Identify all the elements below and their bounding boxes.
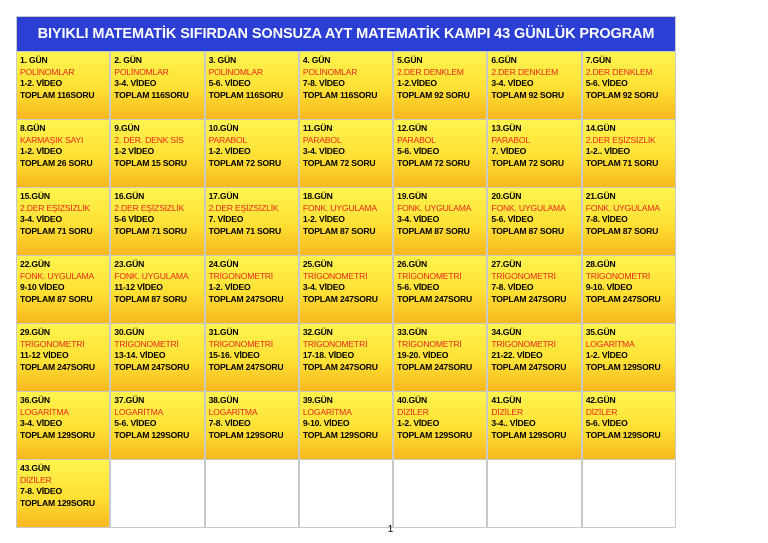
video-label: 3-4. VİDEO bbox=[302, 282, 345, 292]
topic-label: KARMAŞIK SAYI bbox=[20, 134, 84, 145]
total-label: TOPLAM 129SORU bbox=[397, 429, 473, 440]
topic-label: FONK. UYGULAMA bbox=[114, 270, 189, 281]
day-cell bbox=[393, 120, 487, 188]
total-label: TOPLAM 92 SORU bbox=[397, 89, 470, 100]
day-cell bbox=[299, 324, 393, 392]
day-cell bbox=[110, 52, 204, 120]
day-cell bbox=[205, 120, 299, 188]
total-label: TOPLAM 247SORU bbox=[208, 293, 284, 304]
video-label: 1-2. VİDEO bbox=[20, 78, 62, 88]
day-cell bbox=[205, 324, 299, 392]
video-label: 3-4. VİDEO bbox=[20, 418, 62, 428]
video-label: 1-2. VİDEO bbox=[208, 146, 251, 156]
video-label: 11-12 VİDEO bbox=[20, 350, 69, 360]
video-label: 3-4. VİDEO bbox=[114, 78, 157, 88]
total-label: TOPLAM 116SORU bbox=[114, 89, 189, 100]
day-label: 13.GÜN bbox=[491, 123, 522, 133]
day-label: 3. GÜN bbox=[208, 55, 237, 65]
topic-label: TRİGONOMETRİ bbox=[302, 270, 368, 281]
topic-label: FONK. UYGULAMA bbox=[491, 202, 566, 213]
day-cell bbox=[16, 460, 110, 528]
day-label: 42.GÜN bbox=[585, 395, 616, 405]
total-label: TOPLAM 129SORU bbox=[208, 429, 284, 440]
total-label: TOPLAM 129SORU bbox=[585, 429, 661, 440]
topic-label: TRİGONOMETRİ bbox=[397, 270, 462, 281]
total-label: TOPLAM 247SORU bbox=[114, 361, 190, 372]
video-label: 19-20. VİDEO bbox=[397, 350, 449, 360]
day-cell bbox=[110, 256, 204, 324]
program-title: BIYIKLI MATEMATİK SIFIRDAN SONSUZA AYT MATEMATİK KAMPI 43 GÜNLÜK PROGRAM bbox=[16, 16, 676, 52]
day-cell bbox=[16, 120, 110, 188]
total-label: TOPLAM 129SORU bbox=[20, 497, 95, 508]
day-label: 35.GÜN bbox=[585, 327, 616, 337]
day-cell bbox=[16, 392, 110, 460]
empty-cell bbox=[393, 460, 487, 528]
day-label: 31.GÜN bbox=[208, 327, 239, 337]
day-label: 20.GÜN bbox=[491, 191, 522, 201]
video-label: 7. VİDEO bbox=[208, 214, 244, 224]
video-label: 21-22. VİDEO bbox=[491, 350, 543, 360]
day-label: 25.GÜN bbox=[302, 259, 333, 269]
day-cell bbox=[299, 52, 393, 120]
day-cell bbox=[487, 52, 581, 120]
total-label: TOPLAM 87 SORU bbox=[114, 293, 187, 304]
program-table bbox=[16, 16, 676, 528]
day-label: 41.GÜN bbox=[491, 395, 522, 405]
total-label: TOPLAM 247SORU bbox=[302, 361, 378, 372]
topic-label: FONK. UYGULAMA bbox=[20, 270, 95, 281]
day-label: 28.GÜN bbox=[585, 259, 616, 269]
topic-label: DİZİLER bbox=[491, 406, 523, 417]
day-label: 1. GÜN bbox=[20, 55, 48, 65]
topic-label: DİZİLER bbox=[20, 474, 52, 485]
topic-label: POLİNOMLAR bbox=[302, 66, 358, 77]
day-cell bbox=[487, 324, 581, 392]
program-grid bbox=[16, 52, 676, 528]
video-label: 5-6. VİDEO bbox=[585, 418, 628, 428]
day-cell bbox=[110, 392, 204, 460]
day-cell bbox=[299, 392, 393, 460]
video-label: 1-2. VİDEO bbox=[208, 282, 251, 292]
day-label: 17.GÜN bbox=[208, 191, 239, 201]
video-label: 3-4. VİDEO bbox=[302, 146, 345, 156]
total-label: TOPLAM 92 SORU bbox=[491, 89, 564, 100]
day-label: 33.GÜN bbox=[397, 327, 427, 337]
topic-label: TRİGONOMETRİ bbox=[114, 338, 179, 349]
total-label: TOPLAM 129SORU bbox=[585, 361, 661, 372]
day-cell bbox=[299, 188, 393, 256]
day-label: 19.GÜN bbox=[397, 191, 427, 201]
video-label: 7-8. VİDEO bbox=[585, 214, 628, 224]
day-cell bbox=[393, 188, 487, 256]
total-label: TOPLAM 87 SORU bbox=[397, 225, 470, 236]
day-label: 11.GÜN bbox=[302, 123, 333, 133]
topic-label: PARABOL bbox=[208, 134, 248, 145]
topic-label: FONK. UYGULAMA bbox=[397, 202, 472, 213]
video-label: 3-4. VİDEO bbox=[20, 214, 62, 224]
day-cell bbox=[205, 52, 299, 120]
total-label: TOPLAM 71 SORU bbox=[20, 225, 93, 236]
page-number: 1 bbox=[387, 524, 394, 535]
video-label: 9-10. VİDEO bbox=[585, 282, 633, 292]
video-label: 15-16. VİDEO bbox=[208, 350, 260, 360]
day-label: 7.GÜN bbox=[585, 55, 611, 65]
total-label: TOPLAM 87 SORU bbox=[585, 225, 659, 236]
day-cell bbox=[393, 324, 487, 392]
topic-label: 2.DER EŞİZSİZLİK bbox=[585, 134, 656, 145]
day-label: 40.GÜN bbox=[397, 395, 427, 405]
day-cell bbox=[487, 188, 581, 256]
day-cell bbox=[487, 392, 581, 460]
total-label: TOPLAM 71 SORU bbox=[585, 157, 659, 168]
total-label: TOPLAM 72 SORU bbox=[491, 157, 564, 168]
total-label: TOPLAM 116SORU bbox=[208, 89, 283, 100]
video-label: 7-8. VİDEO bbox=[20, 486, 62, 496]
day-cell bbox=[582, 392, 676, 460]
day-label: 6.GÜN bbox=[491, 55, 517, 65]
video-label: 1-2. VİDEO bbox=[302, 214, 345, 224]
day-cell bbox=[393, 52, 487, 120]
day-cell bbox=[110, 120, 204, 188]
total-label: TOPLAM 129SORU bbox=[114, 429, 190, 440]
day-label: 12.GÜN bbox=[397, 123, 427, 133]
video-label: 1-2. VİDEO bbox=[20, 146, 62, 156]
topic-label: TRİGONOMETRİ bbox=[302, 338, 368, 349]
total-label: TOPLAM 129SORU bbox=[302, 429, 378, 440]
video-label: 7. VİDEO bbox=[491, 146, 527, 156]
total-label: TOPLAM 71 SORU bbox=[208, 225, 282, 236]
video-label: 9-10 VİDEO bbox=[20, 282, 65, 292]
video-label: 3-4. VİDEO bbox=[397, 214, 440, 224]
topic-label: LOGARİTMA bbox=[302, 406, 352, 417]
day-label: 18.GÜN bbox=[302, 191, 333, 201]
total-label: TOPLAM 72 SORU bbox=[302, 157, 376, 168]
day-label: 43.GÜN bbox=[20, 463, 50, 473]
video-label: 1-2.. VİDEO bbox=[585, 146, 630, 156]
day-label: 23.GÜN bbox=[114, 259, 145, 269]
day-label: 38.GÜN bbox=[208, 395, 239, 405]
total-label: TOPLAM 247SORU bbox=[397, 361, 473, 372]
total-label: TOPLAM 71 SORU bbox=[114, 225, 187, 236]
day-cell bbox=[16, 188, 110, 256]
topic-label: LOGARİTMA bbox=[208, 406, 258, 417]
day-label: 22.GÜN bbox=[20, 259, 50, 269]
day-cell bbox=[393, 392, 487, 460]
total-label: TOPLAM 72 SORU bbox=[397, 157, 470, 168]
topic-label: TRİGONOMETRİ bbox=[491, 270, 556, 281]
empty-cell bbox=[582, 460, 676, 528]
day-cell bbox=[582, 324, 676, 392]
day-cell bbox=[582, 120, 676, 188]
topic-label: LOGARİTMA bbox=[585, 338, 635, 349]
video-label: 5-6. VİDEO bbox=[114, 418, 157, 428]
total-label: TOPLAM 129SORU bbox=[20, 429, 95, 440]
video-label: 3-4.. VİDEO bbox=[491, 418, 536, 428]
total-label: TOPLAM 116SORU bbox=[20, 89, 95, 100]
topic-label: TRİGONOMETRİ bbox=[208, 338, 273, 349]
day-label: 34.GÜN bbox=[491, 327, 522, 337]
topic-label: TRİGONOMETRİ bbox=[585, 270, 651, 281]
video-label: 1-2. VİDEO bbox=[397, 418, 440, 428]
empty-cell bbox=[299, 460, 393, 528]
topic-label: POLİNOMLAR bbox=[114, 66, 169, 77]
topic-label: POLİNOMLAR bbox=[20, 66, 75, 77]
topic-label: LOGARİTMA bbox=[20, 406, 69, 417]
video-label: 5-6 VİDEO bbox=[114, 214, 155, 224]
topic-label: POLİNOMLAR bbox=[208, 66, 263, 77]
day-cell bbox=[16, 324, 110, 392]
total-label: TOPLAM 116SORU bbox=[302, 89, 378, 100]
total-label: TOPLAM 247SORU bbox=[302, 293, 378, 304]
day-label: 9.GÜN bbox=[114, 123, 140, 133]
topic-label: 2. DER. DENK SİS bbox=[114, 134, 184, 145]
video-label: 11-12 VİDEO bbox=[114, 282, 163, 292]
topic-label: 2.DER EŞİZSİZLİK bbox=[114, 202, 185, 213]
total-label: TOPLAM 26 SORU bbox=[20, 157, 93, 168]
day-label: 8.GÜN bbox=[20, 123, 46, 133]
topic-label: DİZİLER bbox=[585, 406, 618, 417]
video-label: 7-8. VİDEO bbox=[208, 418, 251, 428]
video-label: 7-8. VİDEO bbox=[302, 78, 345, 88]
topic-label: 2.DER DENKLEM bbox=[491, 66, 559, 77]
video-label: 1-2.VİDEO bbox=[397, 78, 437, 88]
topic-label: TRİGONOMETRİ bbox=[491, 338, 556, 349]
video-label: 9-10. VİDEO bbox=[302, 418, 350, 428]
day-cell bbox=[16, 52, 110, 120]
video-label: 5-6. VİDEO bbox=[208, 78, 251, 88]
day-label: 15.GÜN bbox=[20, 191, 50, 201]
day-cell bbox=[393, 256, 487, 324]
topic-label: PARABOL bbox=[397, 134, 436, 145]
day-cell bbox=[299, 120, 393, 188]
day-label: 16.GÜN bbox=[114, 191, 145, 201]
topic-label: TRİGONOMETRİ bbox=[20, 338, 85, 349]
day-cell bbox=[582, 256, 676, 324]
total-label: TOPLAM 87 SORU bbox=[302, 225, 376, 236]
day-cell bbox=[487, 256, 581, 324]
topic-label: TRİGONOMETRİ bbox=[208, 270, 273, 281]
topic-label: FONK. UYGULAMA bbox=[585, 202, 660, 213]
topic-label: LOGARİTMA bbox=[114, 406, 164, 417]
total-label: TOPLAM 247SORU bbox=[585, 293, 661, 304]
day-label: 32.GÜN bbox=[302, 327, 333, 337]
day-cell bbox=[582, 52, 676, 120]
topic-label: PARABOL bbox=[491, 134, 530, 145]
total-label: TOPLAM 247SORU bbox=[397, 293, 473, 304]
total-label: TOPLAM 247SORU bbox=[208, 361, 284, 372]
day-label: 36.GÜN bbox=[20, 395, 50, 405]
video-label: 5-6. VİDEO bbox=[397, 282, 440, 292]
video-label: 5-6. VİDEO bbox=[491, 214, 534, 224]
total-label: TOPLAM 129SORU bbox=[491, 429, 567, 440]
video-label: 1-2 VİDEO bbox=[114, 146, 155, 156]
day-cell bbox=[205, 256, 299, 324]
total-label: TOPLAM 247SORU bbox=[491, 293, 567, 304]
empty-cell bbox=[110, 460, 204, 528]
video-label: 17-18. VİDEO bbox=[302, 350, 354, 360]
video-label: 3-4. VİDEO bbox=[491, 78, 534, 88]
day-cell bbox=[582, 188, 676, 256]
topic-label: 2.DER EŞİZSİZLİK bbox=[20, 202, 90, 213]
day-label: 4. GÜN bbox=[302, 55, 331, 65]
day-label: 27.GÜN bbox=[491, 259, 522, 269]
video-label: 5-6. VİDEO bbox=[397, 146, 440, 156]
total-label: TOPLAM 15 SORU bbox=[114, 157, 187, 168]
day-cell bbox=[299, 256, 393, 324]
topic-label: FONK. UYGULAMA bbox=[302, 202, 377, 213]
topic-label: 2.DER DENKLEM bbox=[397, 66, 464, 77]
empty-cell bbox=[487, 460, 581, 528]
video-label: 7-8. VİDEO bbox=[491, 282, 534, 292]
day-cell bbox=[16, 256, 110, 324]
day-label: 24.GÜN bbox=[208, 259, 239, 269]
total-label: TOPLAM 72 SORU bbox=[208, 157, 282, 168]
day-label: 39.GÜN bbox=[302, 395, 333, 405]
day-cell bbox=[487, 120, 581, 188]
total-label: TOPLAM 87 SORU bbox=[491, 225, 564, 236]
topic-label: 2.DER DENKLEM bbox=[585, 66, 653, 77]
day-label: 30.GÜN bbox=[114, 327, 145, 337]
day-label: 26.GÜN bbox=[397, 259, 427, 269]
day-label: 14.GÜN bbox=[585, 123, 616, 133]
day-cell bbox=[110, 188, 204, 256]
topic-label: 2.DER EŞİZSİZLİK bbox=[208, 202, 279, 213]
total-label: TOPLAM 92 SORU bbox=[585, 89, 659, 100]
total-label: TOPLAM 247SORU bbox=[20, 361, 95, 372]
video-label: 5-6. VİDEO bbox=[585, 78, 628, 88]
video-label: 1-2. VİDEO bbox=[585, 350, 628, 360]
day-label: 10.GÜN bbox=[208, 123, 239, 133]
topic-label: TRİGONOMETRİ bbox=[397, 338, 462, 349]
topic-label: DİZİLER bbox=[397, 406, 429, 417]
empty-cell bbox=[205, 460, 299, 528]
day-label: 2. GÜN bbox=[114, 55, 142, 65]
day-label: 21.GÜN bbox=[585, 191, 616, 201]
day-label: 29.GÜN bbox=[20, 327, 50, 337]
day-label: 37.GÜN bbox=[114, 395, 145, 405]
topic-label: PARABOL bbox=[302, 134, 342, 145]
day-label: 5.GÜN bbox=[397, 55, 423, 65]
day-cell bbox=[205, 392, 299, 460]
total-label: TOPLAM 87 SORU bbox=[20, 293, 93, 304]
video-label: 13-14. VİDEO bbox=[114, 350, 166, 360]
total-label: TOPLAM 247SORU bbox=[491, 361, 567, 372]
day-cell bbox=[110, 324, 204, 392]
day-cell bbox=[205, 188, 299, 256]
